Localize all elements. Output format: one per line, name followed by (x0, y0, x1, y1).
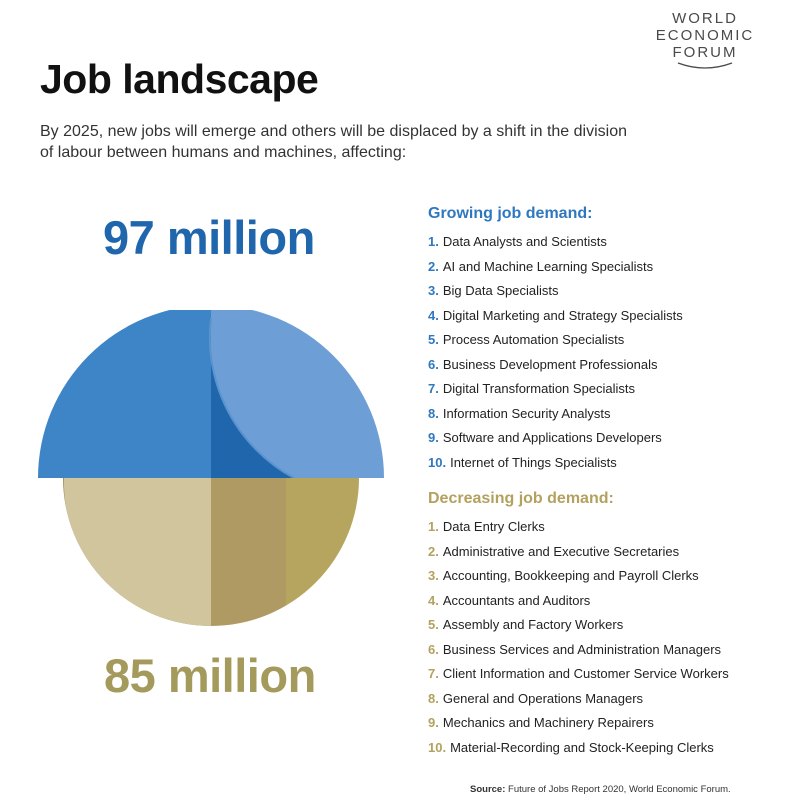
logo-arc-icon (670, 61, 740, 71)
item-number: 2. (428, 258, 439, 274)
item-number: 8. (428, 405, 439, 421)
item-number: 9. (428, 430, 439, 445)
item-label: Internet of Things Specialists (450, 454, 617, 470)
item-number: 6. (428, 356, 439, 372)
logo-line-3: FORUM (672, 44, 738, 61)
item-number: 10. (428, 739, 447, 755)
decreasing-value-label: 85 million (104, 649, 316, 702)
growing-value-label: 97 million (103, 211, 315, 264)
item-number: 2. (428, 543, 439, 559)
item-number: 9. (428, 715, 439, 730)
logo-line-1: WORLD (672, 10, 738, 27)
list-item (428, 377, 683, 402)
item-label: Software and Applications Developers (442, 430, 662, 445)
logo-line-2: ECONOMIC (655, 27, 755, 44)
list-item (428, 687, 729, 712)
page-title: Job landscape (40, 56, 319, 102)
list-item (428, 613, 729, 638)
item-label: Big Data Specialists (442, 283, 559, 298)
list-item (428, 711, 729, 736)
item-number: 8. (428, 690, 439, 706)
item-number: 5. (428, 332, 439, 347)
item-label: Digital Marketing and Strategy Specialists (442, 307, 683, 323)
item-number: 7. (428, 381, 439, 396)
list-item (428, 564, 729, 589)
list-item (428, 279, 683, 304)
item-label: AI and Machine Learning Specialists (442, 258, 654, 274)
item-label: Accountants and Auditors (442, 592, 591, 608)
decreasing-light-wedge (64, 478, 211, 630)
item-label: Information Security Analysts (442, 405, 611, 421)
list-item (428, 304, 683, 329)
list-item (428, 662, 729, 687)
item-label: Process Automation Specialists (442, 332, 625, 347)
source-note (470, 784, 731, 795)
item-label: Mechanics and Machinery Repairers (442, 715, 654, 730)
list-item (428, 402, 683, 427)
item-label: Digital Transformation Specialists (442, 381, 636, 396)
item-number: 3. (428, 568, 439, 583)
item-number: 10. (428, 454, 447, 470)
decreasing-mid-segment (211, 478, 286, 635)
decreasing-jobs-list (428, 490, 729, 760)
item-label: Administrative and Executive Secretaries (442, 543, 680, 559)
list-item (428, 328, 683, 353)
list-item (428, 540, 729, 565)
list-item (428, 515, 729, 540)
job-demand-chart (36, 310, 386, 635)
growing-jobs-list (428, 205, 683, 475)
list-item (428, 255, 683, 280)
growing-heading: Growing job demand: (428, 205, 593, 222)
item-label: General and Operations Managers (442, 690, 644, 706)
item-number: 7. (428, 666, 439, 681)
list-item (428, 230, 683, 255)
item-number: 1. (428, 519, 439, 534)
source-text: Future of Jobs Report 2020, World Economic Forum. (508, 784, 731, 795)
item-number: 3. (428, 283, 439, 298)
item-number: 1. (428, 234, 439, 249)
page-subtitle: By 2025, new jobs will emerge and others will be displaced by a shift in the division of labour between humans and machines, affecting: (40, 123, 627, 161)
item-label: Accounting, Bookkeeping and Payroll Clerks (442, 568, 699, 583)
wef-logo (630, 10, 780, 71)
item-label: Data Entry Clerks (442, 519, 545, 534)
item-label: Business Development Professionals (442, 356, 658, 372)
decreasing-right-segment (286, 478, 386, 635)
list-item (428, 451, 683, 476)
item-label: Data Analysts and Scientists (442, 234, 607, 249)
item-label: Assembly and Factory Workers (442, 617, 624, 632)
list-item (428, 353, 683, 378)
item-label: Business Services and Administration Managers (442, 641, 722, 657)
list-item (428, 589, 729, 614)
list-item (428, 426, 683, 451)
item-number: 4. (428, 307, 439, 323)
growing-left-segment (36, 310, 211, 478)
item-number: 5. (428, 617, 439, 632)
item-number: 6. (428, 641, 439, 657)
item-label: Client Information and Customer Service Workers (442, 666, 729, 681)
item-label: Material-Recording and Stock-Keeping Clerks (450, 739, 714, 755)
list-item (428, 736, 729, 761)
source-label: Source: (470, 784, 506, 795)
item-number: 4. (428, 592, 439, 608)
list-item (428, 638, 729, 663)
decreasing-heading: Decreasing job demand: (428, 490, 614, 507)
